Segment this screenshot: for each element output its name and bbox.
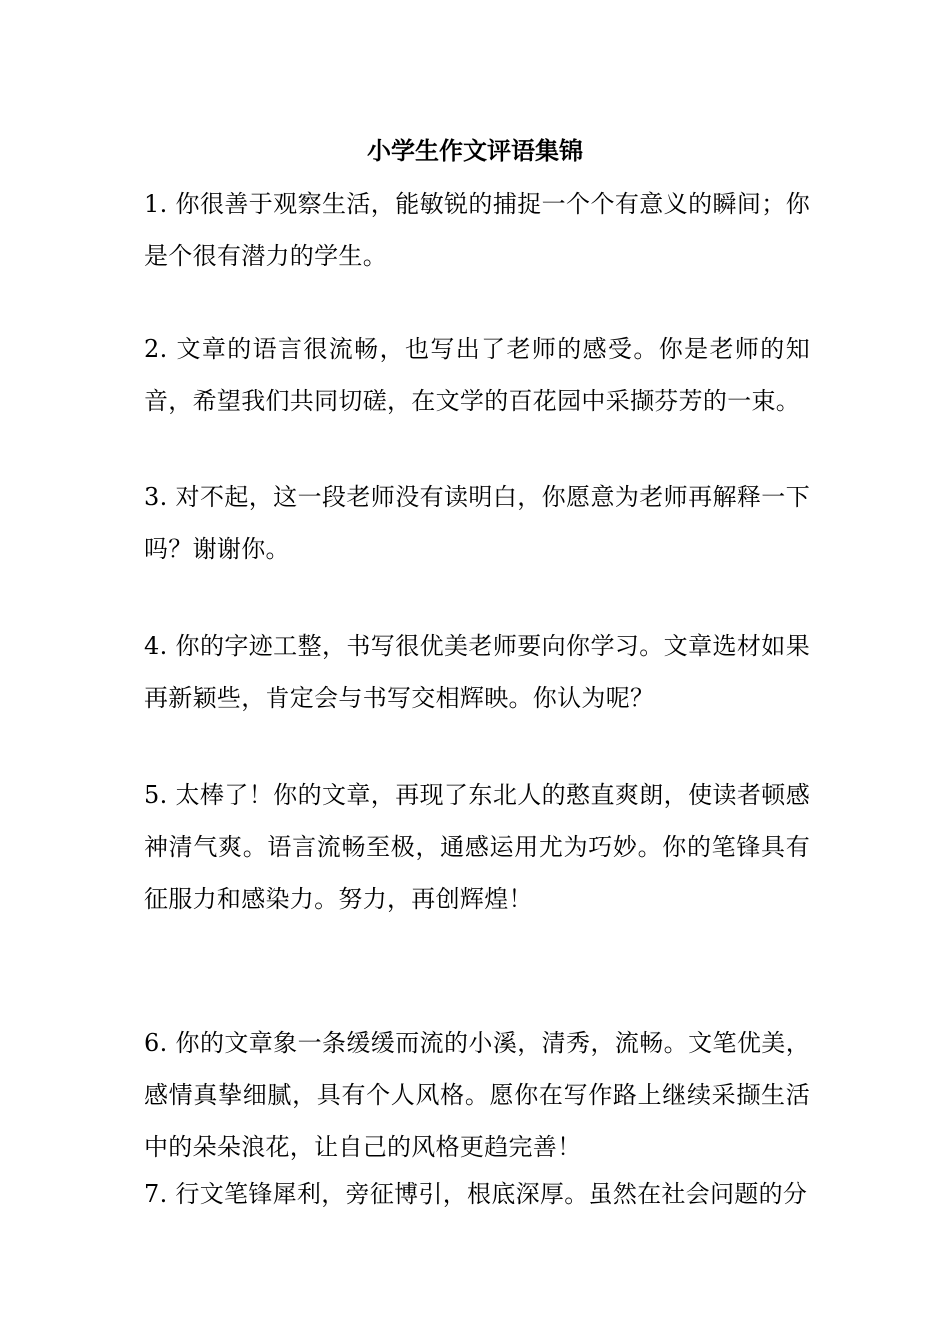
- comment-1: 1. 你很善于观察生活，能敏锐的捕捉一个个有意义的瞬间；你是个很有潜力的学生。: [144, 190, 810, 270]
- comment-5: 5. 太棒了！你的文章，再现了东北人的憨直爽朗，使读者顿感神清气爽。语言流畅至极，通感运用尤为巧妙。你的笔锋具有征服力和感染力。努力，再创辉煌！: [144, 781, 810, 913]
- comment-3: 3. 对不起，这一段老师没有读明白，你愿意为老师再解释一下吗？谢谢你。: [144, 483, 810, 563]
- comment-4: 4. 你的字迹工整，书写很优美老师要向你学习。文章选材如果再新颖些，肯定会与书写交相辉映。你认为呢？: [144, 632, 810, 712]
- comment-2: 2. 文章的语言很流畅，也写出了老师的感受。你是老师的知音，希望我们共同切磋，在文学的百花园中采撷芬芳的一束。: [144, 335, 810, 415]
- document-title: 小学生作文评语集锦: [367, 136, 583, 165]
- comment-6: 6. 你的文章象一条缓缓而流的小溪，清秀，流畅。文笔优美，感情真挚细腻，具有个人风格。愿你在写作路上继续采撷生活中的朵朵浪花，让自己的风格更趋完善！: [144, 1029, 810, 1161]
- comment-7: 7. 行文笔锋犀利，旁征博引，根底深厚。虽然在社会问题的分: [144, 1180, 808, 1208]
